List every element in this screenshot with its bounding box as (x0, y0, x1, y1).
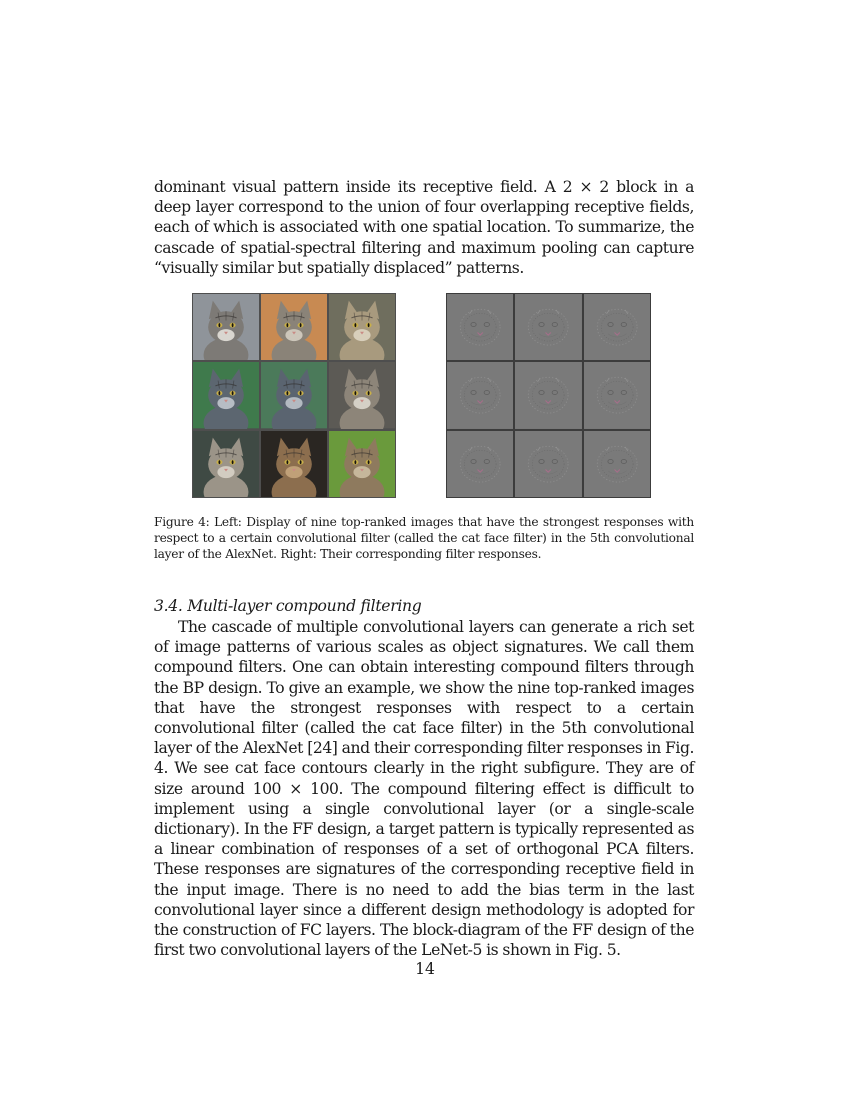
intro-text-block (154, 177, 694, 278)
cat-image-9 (329, 431, 395, 497)
cat-image-2 (261, 294, 327, 360)
cat-image-3 (329, 294, 395, 360)
cat-image-7 (193, 431, 259, 497)
filter-response-9 (584, 431, 650, 497)
filter-response-2 (515, 294, 581, 360)
cat-image-6 (329, 362, 395, 428)
page-number: 14 (415, 960, 435, 978)
figure-caption: Figure 4: Left: Display of nine top-ranked images that have the strongest responses with respect to a certain convolutional filter (called the cat face filter) in the 5th convolutional layer of the AlexNet. Right: Their corresponding filter responses. (154, 515, 694, 562)
section-title: 3.4. Multi-layer compound filtering (154, 597, 422, 615)
cat-image-4 (193, 362, 259, 428)
filter-response-3 (584, 294, 650, 360)
intro-paragraph: dominant visual pattern inside its receptive field. A 2 × 2 block in a deep layer correspond to the union of four overlapping receptive fields, each of which is associated with one spatial location. To summarize, the cascade of spatial-spectral filtering and maximum pooling can capture “visually similar but spatially displaced” patterns. (154, 178, 694, 277)
cat-image-5 (261, 362, 327, 428)
figure-right-filter-responses (446, 293, 651, 498)
filter-response-5 (515, 362, 581, 428)
filter-response-6 (584, 362, 650, 428)
section-block (154, 596, 694, 960)
filter-response-4 (447, 362, 513, 428)
cat-image-8 (261, 431, 327, 497)
filter-response-1 (447, 294, 513, 360)
filter-response-8 (515, 431, 581, 497)
filter-response-7 (447, 431, 513, 497)
section-paragraph: The cascade of multiple convolutional layers can generate a rich set of image patterns of various scales as object signatures. We call them compound filters. One can obtain interesting compound filters through the BP design. To give an example, we show the nine top-ranked images that have the strongest responses with respect to a certain convolutional filter (called the cat face filter) in the 5th convolutional layer of the AlexNet [24] and their corresponding filter responses in Fig. 4. We see cat face contours clearly in the right subfigure. They are of size around 100 × 100. The compound filtering effect is difficult to implement using a single convolutional layer (or a single-scale dictionary). In the FF design, a target pattern is typically represented as a linear combination of responses of a set of orthogonal PCA filters. These responses are signatures of the corresponding receptive field in the input image. There is no need to add the bias term in the last convolutional layer since a different design methodology is adopted for the construction of FC layers. The block-diagram of the FF design of the first two convolutional layers of the LeNet-5 is shown in Fig. 5. (154, 618, 694, 960)
figure-left-cat-images (192, 293, 396, 498)
cat-image-1 (193, 294, 259, 360)
